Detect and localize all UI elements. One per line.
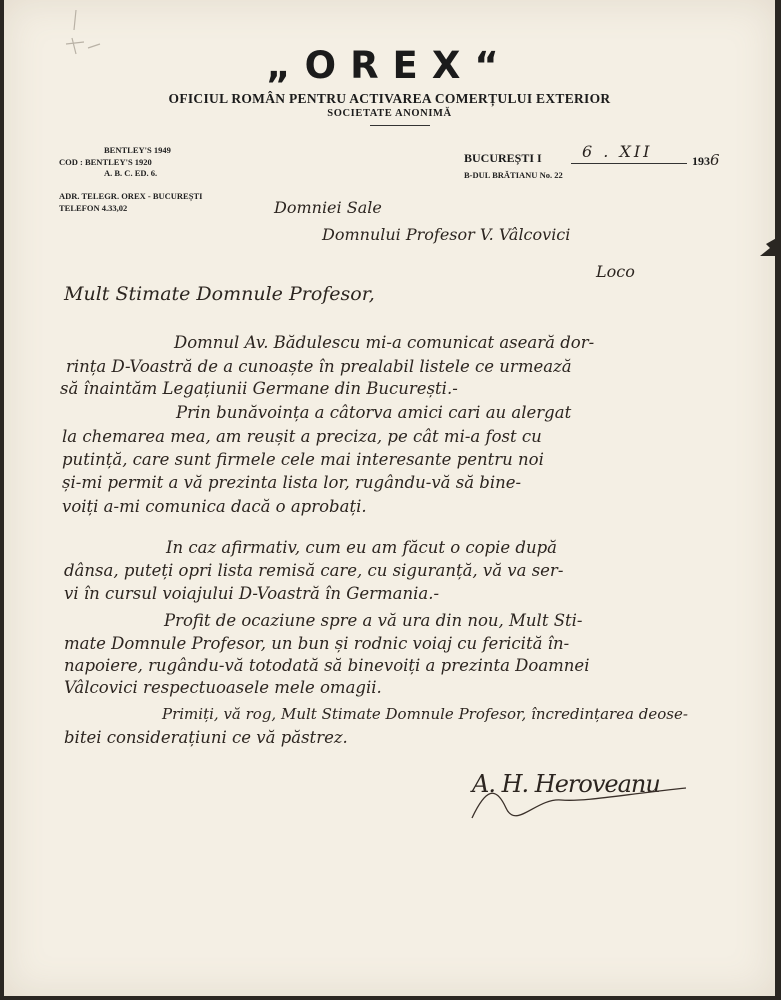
body-line: Profit de ocaziune spre a vă ura din nou, Mult Sti- bbox=[164, 611, 583, 630]
body-line: mate Domnule Profesor, un bun și rodnic voiaj cu fericită în- bbox=[64, 634, 570, 653]
body-line: Primiți, vă rog, Mult Stimate Domnule Profesor, încredințarea deose- bbox=[162, 705, 688, 723]
body-line: să înaintăm Legațiunii Germane din București.- bbox=[60, 379, 458, 398]
date-handwritten: 6 . XII bbox=[582, 142, 653, 161]
recipient-line: Loco bbox=[596, 262, 635, 281]
body-line: In caz afirmativ, cum eu am făcut o copie după bbox=[166, 538, 557, 557]
body-line: Vâlcovici respectuoasele mele omagii. bbox=[64, 678, 382, 697]
code-line: BENTLEY'S 1949 bbox=[104, 145, 171, 155]
code-line: A. B. C. ED. 6. bbox=[104, 168, 158, 178]
body-line: putință, care sunt firmele cele mai interesante pentru noi bbox=[62, 450, 544, 469]
signature-flourish bbox=[466, 778, 691, 828]
body-line: și-mi permit a vă prezinta lista lor, rugându-vă să bine- bbox=[62, 473, 522, 492]
body-line: voiți a-mi comunica dacă o aprobați. bbox=[62, 497, 367, 516]
paper-tear bbox=[756, 236, 780, 256]
body-line: la chemarea mea, am reușit a preciza, pe cât mi-a fost cu bbox=[62, 427, 542, 446]
body-line: Domnul Av. Bădulescu mi-a comunicat aseară dor- bbox=[174, 333, 595, 352]
code-line: COD : BENTLEY'S 1920 bbox=[59, 156, 152, 167]
body-line: bitei considerațiuni ce vă păstrez. bbox=[64, 728, 348, 747]
salutation: Mult Stimate Domnule Profesor, bbox=[64, 283, 375, 305]
header-rule bbox=[370, 125, 430, 126]
year-field bbox=[692, 151, 720, 169]
contact-block bbox=[59, 191, 202, 214]
telegraph-codes bbox=[59, 145, 171, 180]
phone-number: TELEFON 4.33,02 bbox=[59, 202, 128, 213]
company-subtitle: OFICIUL ROMÂN PENTRU ACTIVAREA COMERȚULUI EXTERIOR bbox=[168, 91, 611, 106]
signature: A. H. Heroveanu bbox=[472, 770, 660, 798]
year-printed: 193 bbox=[692, 154, 710, 168]
recipient-line: Domniei Sale bbox=[274, 198, 382, 217]
body-line: vi în cursul voiajului D-Voastră în Germania.- bbox=[64, 584, 440, 603]
company-brand: „OREX“ bbox=[266, 44, 513, 87]
body-line: napoiere, rugându-vă totodată să binevoiți a prezinta Doamnei bbox=[64, 656, 590, 675]
recipient-line: Domnului Profesor V. Vâlcovici bbox=[322, 225, 571, 244]
body-line: dânsa, puteți opri lista remisă care, cu siguranță, vă va ser- bbox=[64, 561, 564, 580]
date-line bbox=[571, 163, 687, 164]
year-handwritten: 6 bbox=[710, 151, 720, 169]
letter-page bbox=[4, 0, 775, 996]
street-address: B-DUL BRĂTIANU No. 22 bbox=[464, 170, 563, 180]
city-label: BUCUREȘTI I bbox=[464, 151, 542, 165]
body-line: rința D-Voastră de a cunoaște în prealabil listele ce urmează bbox=[66, 357, 572, 376]
company-type: SOCIETATE ANONIMĂ bbox=[327, 108, 452, 119]
body-line: Prin bunăvoința a câtorva amici cari au alergat bbox=[176, 403, 572, 422]
telegraph-address: ADR. TELEGR. OREX - BUCUREȘTI bbox=[59, 191, 203, 201]
